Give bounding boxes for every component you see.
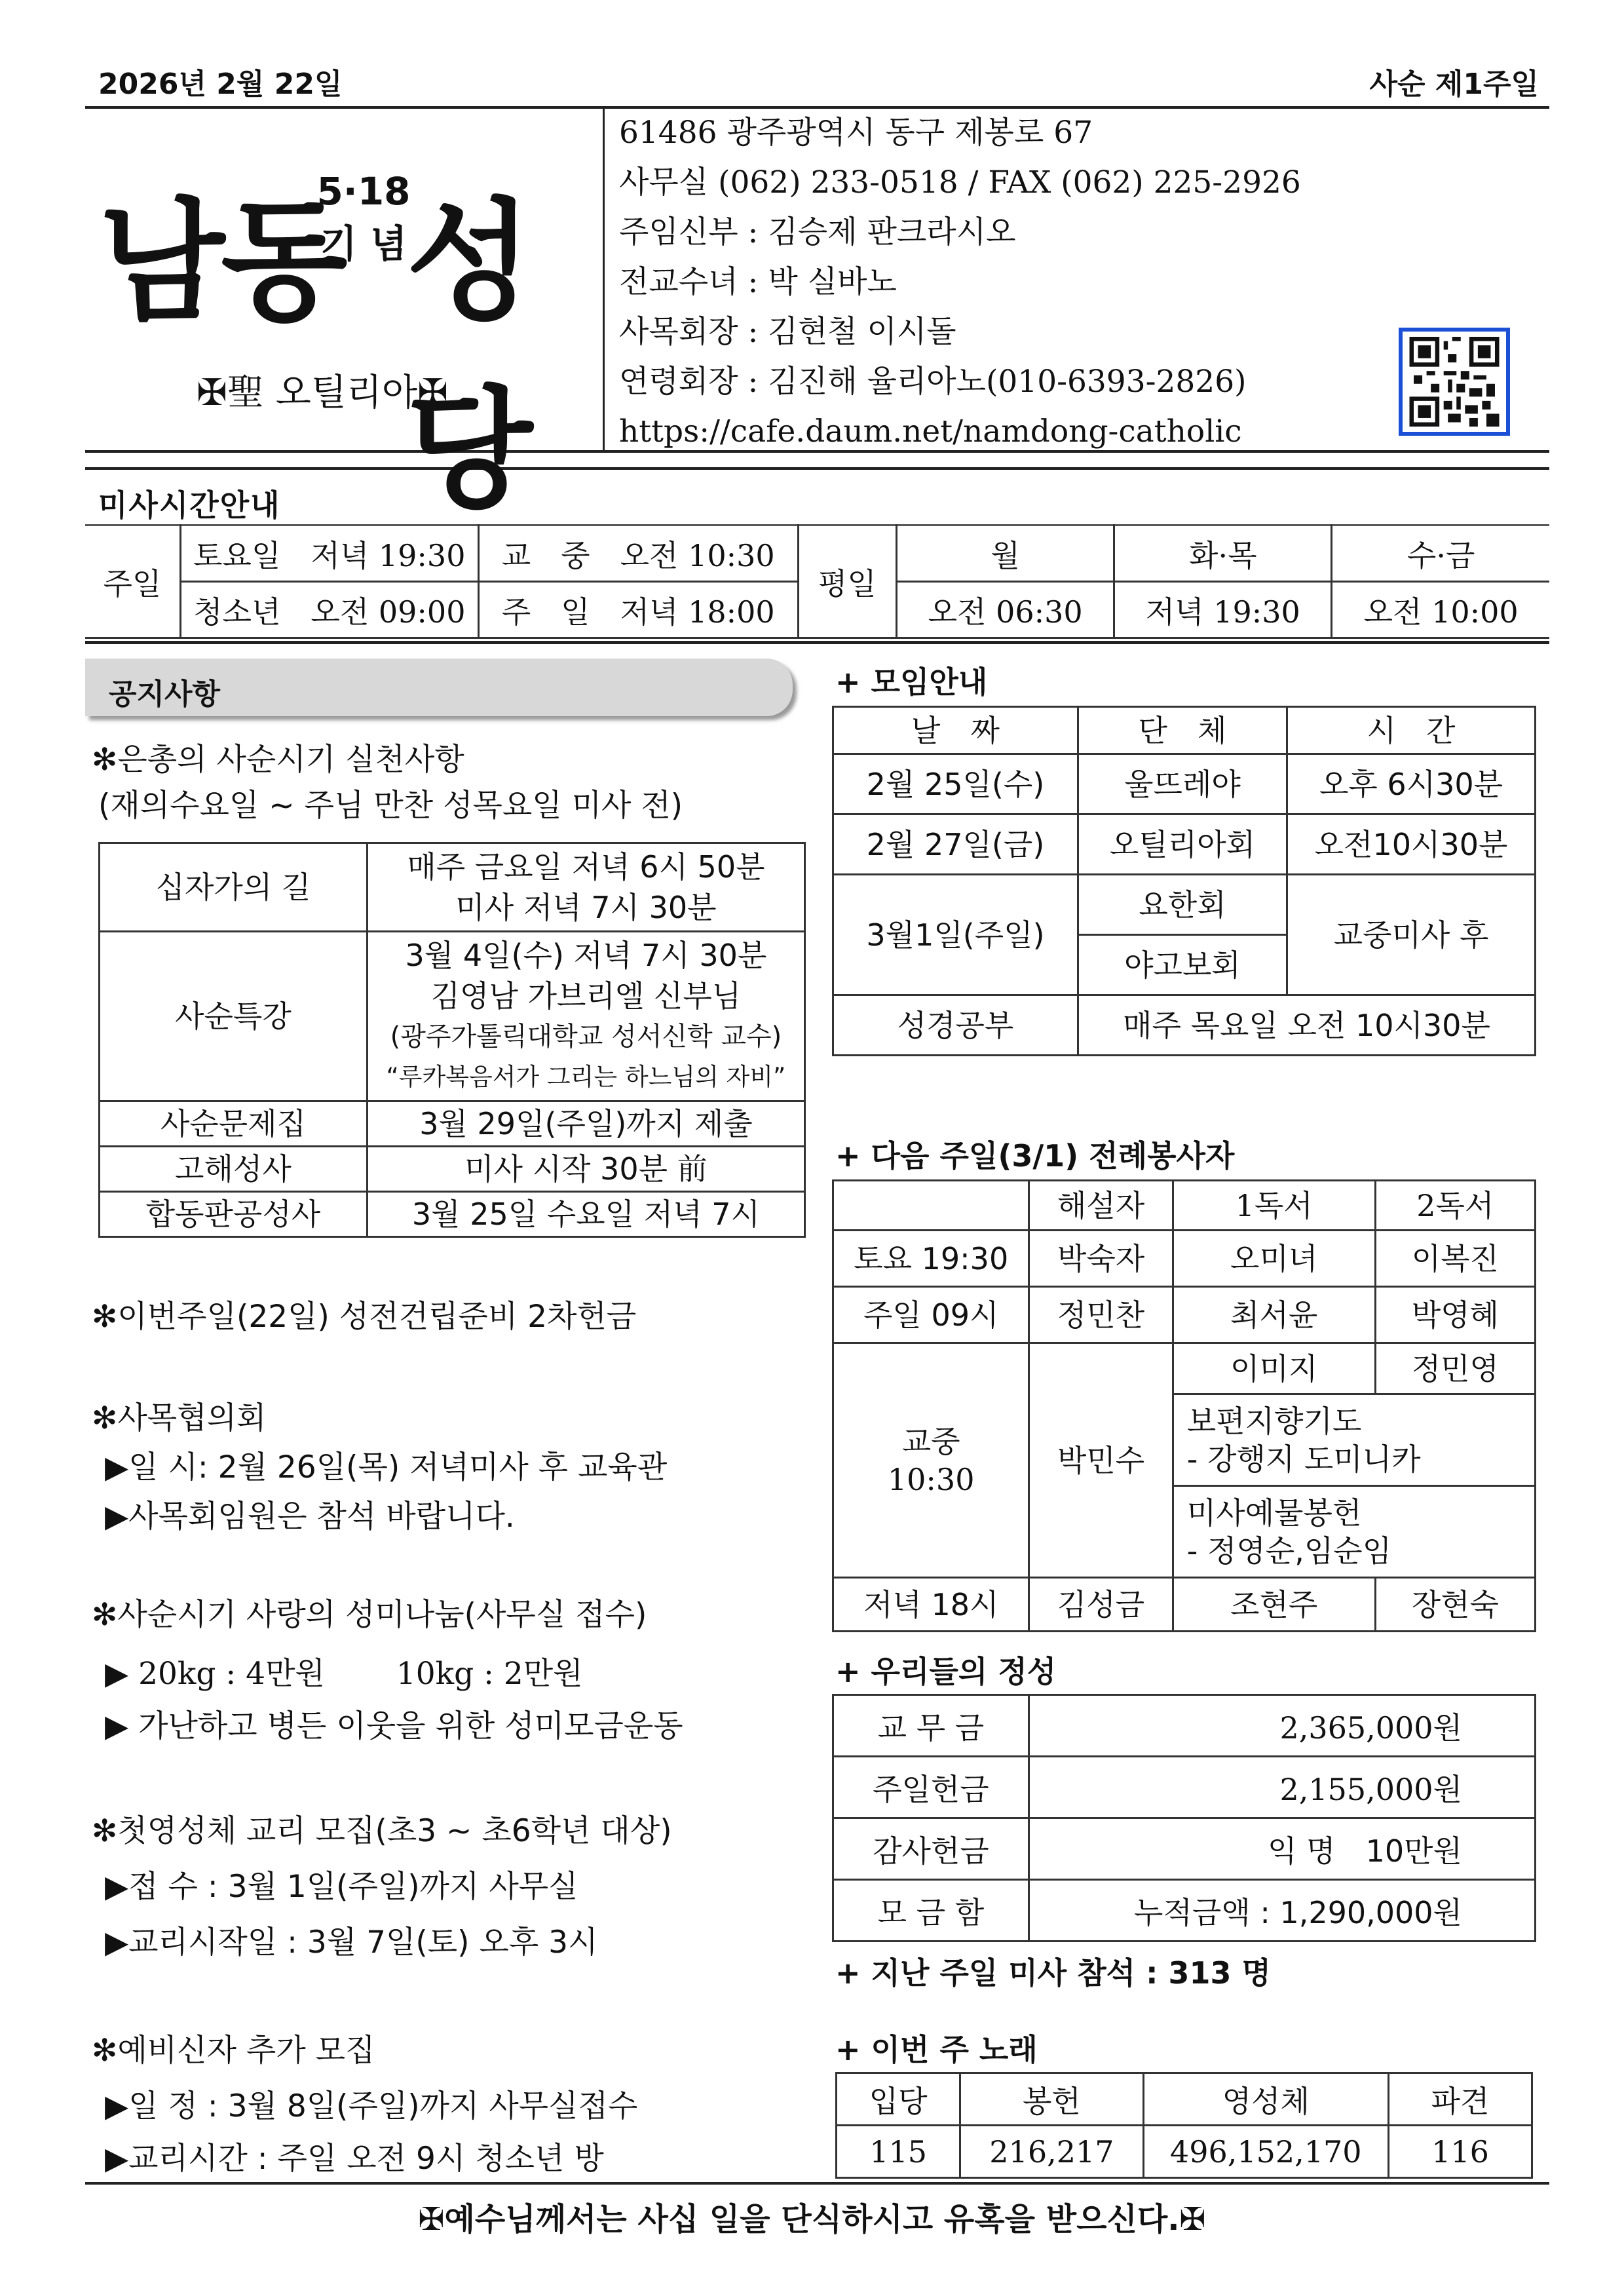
divider (85, 467, 1549, 470)
song-number: 216,217 (960, 2126, 1143, 2178)
pastor: 주임신부 : 김승제 판크라시오 (619, 214, 1016, 250)
church-info (619, 108, 1301, 457)
communion-line: ▶교리시작일 : 3월 7일(토) 오후 3시 (105, 1924, 598, 1961)
catechumen-line: ▶교리시간 : 주일 오전 9시 청소년 방 (105, 2141, 604, 2177)
attendance: + 지난 주일 미사 참석 : 313 명 (835, 1955, 1271, 1991)
communion-line: ▶접 수 : 3월 1일(주일)까지 사무실 (105, 1869, 578, 1905)
sunday-label: 주일 (85, 526, 180, 638)
meeting-group: 야고보회 (1078, 935, 1287, 995)
servers-reading2: 박영혜 (1375, 1287, 1535, 1343)
notice-title: 공지사항 (85, 659, 793, 716)
meeting-time: 매주 목요일 오전 10시30분 (1078, 995, 1535, 1056)
servers-prayer-title: 보편지향기도 (1186, 1403, 1362, 1439)
main-mass: 교 중 오전 10:30 (478, 526, 798, 582)
meeting-time: 오전10시30분 (1287, 814, 1536, 875)
meeting-date: 성경공부 (833, 995, 1078, 1056)
lent-row-value: “루카복음서가 그리는 하느님의 자비” (386, 1063, 786, 1091)
meeting-time: 오후 6시30분 (1287, 754, 1536, 814)
communion-heading: ✻첫영성체 교리 모집(초3 ~ 초6학년 대상) (92, 1813, 672, 1849)
divider (85, 641, 1549, 644)
meeting-group: 요한회 (1078, 875, 1287, 935)
meetings-header-time: 시 간 (1287, 707, 1536, 754)
lent-row-value: 미사 시작 30분 前 (367, 1147, 804, 1192)
council-line: ▶일 시: 2월 26일(목) 저녁미사 후 교육관 (105, 1449, 668, 1485)
finance-label: 모 금 함 (833, 1880, 1029, 1942)
sunday-evening-mass: 주 일 저녁 18:00 (478, 582, 798, 638)
divider (603, 106, 605, 450)
servers-gift-title: 미사예물봉헌 (1186, 1495, 1362, 1531)
address: 61486 광주광역시 동구 제봉로 67 (619, 115, 1093, 151)
lent-row-value: 3월 29일(주일)까지 제출 (367, 1101, 804, 1147)
servers-commentator: 정민찬 (1029, 1287, 1173, 1343)
servers-row-label (833, 1343, 1029, 1578)
songs-table (835, 2072, 1533, 2179)
finance-value: 2,155,000원 (1029, 1757, 1535, 1818)
qr-code-icon[interactable] (1399, 328, 1510, 436)
lent-row-label: 사순특강 (100, 932, 368, 1101)
servers-header-commentator: 해설자 (1029, 1181, 1173, 1231)
lent-practice-table (98, 842, 806, 1238)
song-header: 영성체 (1143, 2073, 1388, 2126)
finance-value: 2,365,000원 (1029, 1695, 1535, 1757)
servers-row-label: 주일 09시 (833, 1287, 1029, 1343)
mass-schedule-table (85, 524, 1549, 639)
servers-prayer-person: - 강행지 도미니카 (1186, 1441, 1421, 1477)
servers-gift-person: - 정영순,임순임 (1186, 1533, 1392, 1569)
lent-row-value: 김영남 가브리엘 신부님 (430, 978, 742, 1014)
meeting-date: 2월 25일(수) (833, 754, 1078, 814)
meeting-date: 2월 27일(금) (833, 814, 1078, 875)
saturday-mass: 토요일 저녁 19:30 (180, 526, 478, 582)
patron-saint: ✠聖 오틸리아✠ (197, 372, 449, 414)
servers-commentator: 박민수 (1029, 1343, 1173, 1578)
finance-table (832, 1694, 1536, 1942)
meeting-date: 3월1일(주일) (833, 875, 1078, 995)
meeting-group: 오틸리아회 (1078, 814, 1287, 875)
meetings-title: + 모임안내 (835, 664, 988, 700)
servers-reading1: 오미녀 (1173, 1231, 1375, 1287)
servers-reading1: 조현주 (1173, 1578, 1375, 1632)
lent-row-value: 매주 금요일 저녁 6시 50분 (407, 849, 765, 885)
servers-reading2: 정민영 (1375, 1343, 1535, 1394)
servers-row-label: 토요 19:30 (833, 1231, 1029, 1287)
servers-reading2: 이복진 (1375, 1231, 1535, 1287)
council-president: 사목회장 : 김현철 이시돌 (619, 314, 956, 350)
logo-text-small-top: 5·18 (316, 169, 411, 214)
lent-row-label: 십자가의 길 (100, 843, 368, 932)
finance-label: 감사헌금 (833, 1818, 1029, 1880)
council-line: ▶사목회임원은 참석 바랍니다. (105, 1499, 515, 1535)
lent-row-label: 사순문제집 (100, 1101, 368, 1147)
weekday-mon: 월 (897, 526, 1114, 582)
lent-heading: ✻은총의 사순시기 실천사항 (92, 742, 464, 778)
song-number: 115 (837, 2126, 960, 2178)
mon-time: 오전 06:30 (897, 582, 1114, 638)
logo-text-2: 성당 (406, 186, 529, 527)
song-number: 496,152,170 (1143, 2126, 1388, 2178)
sister: 전교수녀 : 박 실바노 (619, 264, 897, 300)
servers-main-label: 교중 (901, 1423, 960, 1459)
servers-header-reading1: 1독서 (1173, 1181, 1375, 1231)
lent-subheading: (재의수요일 ~ 주님 만찬 성목요일 미사 전) (98, 788, 683, 824)
servers-reading2: 장현숙 (1375, 1578, 1535, 1632)
bulletin-date: 2026년 2월 22일 (98, 67, 343, 101)
finance-value: 익 명 10만원 (1029, 1818, 1535, 1880)
song-header: 입당 (837, 2073, 960, 2126)
rice-line: ▶ 가난하고 병든 이웃을 위한 성미모금운동 (105, 1708, 683, 1744)
finance-value: 누적금액 : 1,290,000원 (1029, 1880, 1535, 1942)
servers-table (832, 1179, 1536, 1632)
lent-row-value: 미사 저녁 7시 30분 (455, 890, 717, 925)
weekday-label: 평일 (798, 526, 896, 638)
servers-header-empty (833, 1181, 1029, 1231)
wed-fri-time: 오전 10:00 (1332, 582, 1549, 638)
songs-title: + 이번 주 노래 (835, 2032, 1038, 2067)
servers-prayer (1173, 1394, 1535, 1486)
song-header: 파견 (1388, 2073, 1532, 2126)
meeting-time: 교중미사 후 (1287, 875, 1536, 995)
footer-gospel: ✠예수님께서는 사십 일을 단식하시고 유혹을 받으신다.✠ (418, 2201, 1206, 2238)
logo-text-1: 남동 (98, 186, 344, 339)
servers-gift (1173, 1486, 1535, 1578)
offering-notice: ✻이번주일(22일) 성전건립준비 2차헌금 (92, 1299, 637, 1335)
servers-reading1: 이미지 (1173, 1343, 1375, 1394)
servers-title: + 다음 주일(3/1) 전례봉사자 (835, 1138, 1235, 1174)
servers-main-time: 10:30 (887, 1461, 975, 1497)
cafe-url[interactable]: https://cafe.daum.net/namdong-catholic (619, 413, 1242, 450)
rice-heading: ✻사순시기 사랑의 성미나눔(사무실 접수) (92, 1597, 647, 1633)
song-number: 116 (1388, 2126, 1532, 2178)
liturgical-season: 사순 제1주일 (1369, 67, 1539, 101)
finance-title: + 우리들의 정성 (835, 1654, 1057, 1689)
finance-label: 주일헌금 (833, 1757, 1029, 1818)
meetings-table (832, 706, 1536, 1056)
rice-line: ▶ 20kg : 4만원 10kg : 2만원 (105, 1656, 583, 1692)
weekday-tue-thu: 화·목 (1114, 526, 1332, 582)
servers-commentator: 김성금 (1029, 1578, 1173, 1632)
weekday-wed-fri: 수·금 (1332, 526, 1549, 582)
logo-text-small-bottom: 기 념 (320, 221, 407, 266)
youth-mass: 청소년 오전 09:00 (180, 582, 478, 638)
servers-row-label: 저녁 18시 (833, 1578, 1029, 1632)
mass-schedule-title: 미사시간안내 (98, 488, 281, 523)
lent-row-value: 3월 25일 수요일 저녁 7시 (367, 1192, 804, 1237)
tue-thu-time: 저녁 19:30 (1114, 582, 1332, 638)
servers-header-reading2: 2독서 (1375, 1181, 1535, 1231)
meetings-header-group: 단 체 (1078, 707, 1287, 754)
catechumen-line: ▶일 정 : 3월 8일(주일)까지 사무실접수 (105, 2088, 638, 2124)
lent-row-label: 합동판공성사 (100, 1192, 368, 1237)
meeting-group: 울뜨레야 (1078, 754, 1287, 814)
lent-row-value: 3월 4일(수) 저녁 7시 30분 (405, 938, 767, 973)
divider (85, 2182, 1549, 2185)
catechumen-heading: ✻예비신자 추가 모집 (92, 2033, 375, 2069)
council-heading: ✻사목협의회 (92, 1400, 267, 1436)
elder-president: 연령회장 : 김진해 율리아노(010-6393-2826) (619, 364, 1247, 400)
song-header: 봉헌 (960, 2073, 1143, 2126)
servers-commentator: 박숙자 (1029, 1231, 1173, 1287)
lent-row-value: (광주가톨릭대학교 성서신학 교수) (390, 1022, 782, 1052)
meetings-header-date: 날 짜 (833, 707, 1078, 754)
lent-row-label: 고해성사 (100, 1147, 368, 1192)
finance-label: 교 무 금 (833, 1695, 1029, 1757)
phone: 사무실 (062) 233-0518 / FAX (062) 225-2926 (619, 164, 1301, 201)
servers-reading1: 최서윤 (1173, 1287, 1375, 1343)
